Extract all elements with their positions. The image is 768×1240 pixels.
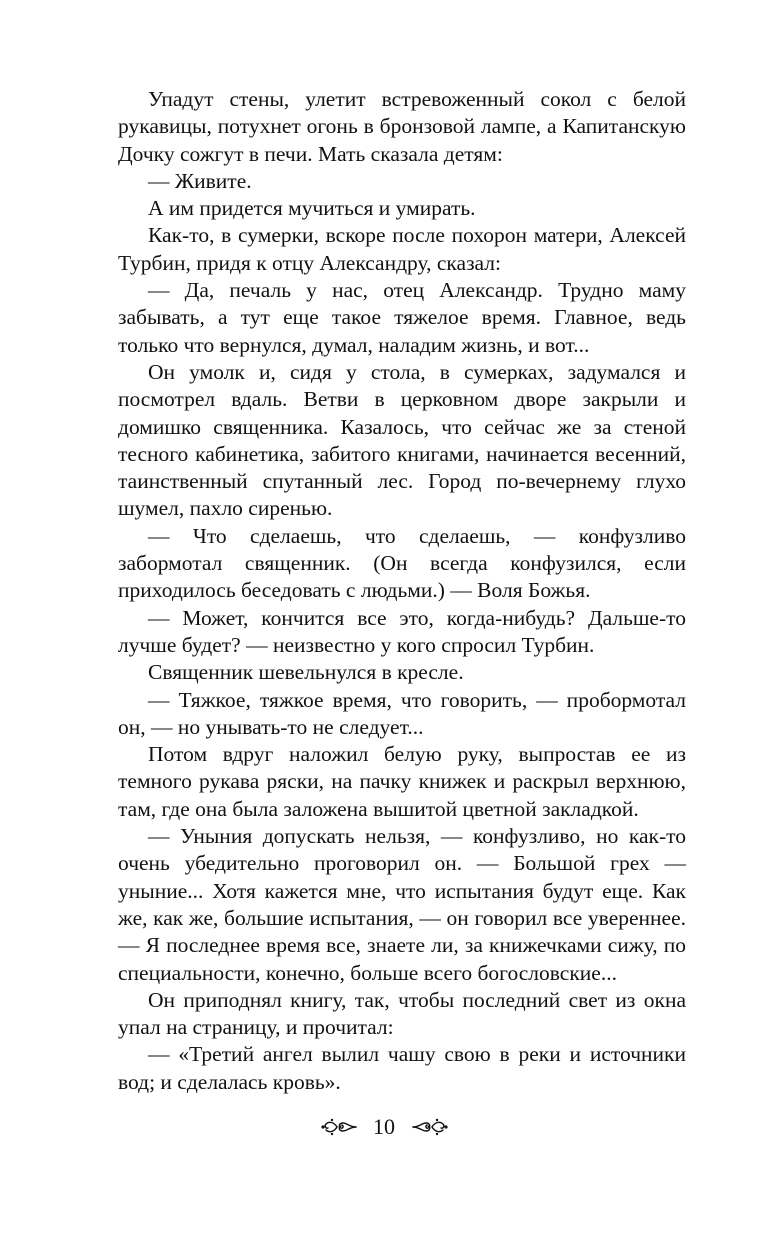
page-body — [118, 86, 686, 1096]
paragraph: — Что сделаешь, что сделаешь, — конфузливо забормотал священник. (Он всегда конфузился, если приходилось беседовать с людьми.) — Воля Божья. — [118, 523, 686, 603]
paragraph: — Уныния допускать нельзя, — конфузливо, но как-то очень убедительно проговорил он. — Большой грех — уныние... Хотя кажется мне, что испытания будут еще. Как же, как же, большие испытания, — он говорил все увереннее. — Я последнее время все, знаете ли, за книжечками сижу, по специальности, конечно, больше всего богословские... — [118, 824, 686, 985]
paragraph: — Живите. — [148, 168, 252, 193]
paragraph: — «Третий ангел вылил чашу свою в реки и источники вод; и сделалась кровь». — [118, 1042, 686, 1094]
paragraph: — Может, кончится все это, когда-нибудь? Дальше-то лучше будет? — неизвестно у кого спросил Турбин. — [118, 605, 686, 657]
paragraph: Он приподнял книгу, так, чтобы последний свет из окна упал на страницу, и прочитал: — [118, 987, 686, 1040]
paragraph: Упадут стены, улетит встревоженный сокол с белой рукавицы, потухнет огонь в бронзовой лампе, а Капитанскую Дочку сожгут в печи. Мать сказала детям: — [118, 87, 686, 166]
paragraph: — Тяжкое, тяжкое время, что говорить, — пробормотал он, — но унывать-то не следует... — [118, 687, 686, 739]
paragraph: Он умолк и, сидя у стола, в сумерках, задумался и посмотрел вдаль. Ветви в церковном дворе закрыли и домишко священника. Казалось, что сейчас же за стеной тесного кабинетика, забитого книгами, начинается весенний, таинственный спутанный лес. Город по-вечернему глухо шумел, пахло сиренью. — [118, 359, 686, 521]
paragraph: Священник шевельнулся в кресле. — [148, 660, 464, 685]
paragraph: Как-то, в сумерки, вскоре после похорон матери, Алексей Турбин, придя к отцу Александру, сказал: — [118, 223, 686, 275]
ornament-left-icon — [320, 1117, 358, 1137]
paragraph: Потом вдруг наложил белую руку, выпростав ее из темного рукава ряски, на пачку книжек и раскрыл верхнюю, там, где она была заложена вышитой цветной закладкой. — [118, 742, 686, 821]
paragraph: А им придется мучиться и умирать. — [148, 196, 476, 221]
ornament-right-icon — [411, 1117, 449, 1137]
page-number: 10 — [373, 1113, 395, 1139]
paragraph: — Да, печаль у нас, отец Александр. Трудно маму забывать, а тут еще такое тяжелое время. Главное, ведь только что вернулся, думал, наладим жизнь, и вот... — [118, 278, 686, 357]
page-footer — [0, 1112, 768, 1140]
